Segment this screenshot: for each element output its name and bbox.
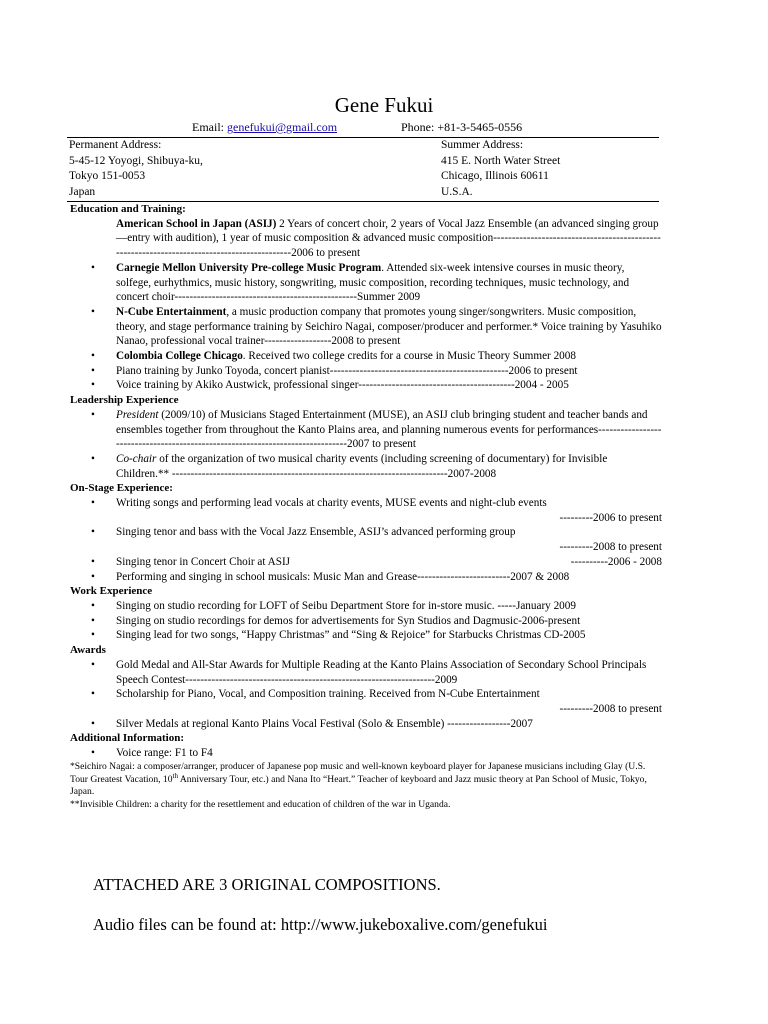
list-item [70, 496, 662, 525]
entry-date: ----------2006 - 2008 [570, 555, 662, 568]
email-label: Email: [192, 120, 224, 134]
footnote-text: Anniversary Tour, etc.) and Nana Ito “Heart.” Teacher of keyboard and Jazz music theory at Pan School of Music, Tokyo, Japan. [70, 773, 647, 798]
list-item [70, 525, 662, 554]
section-heading-onstage: On-Stage Experience: [70, 482, 173, 495]
entry-text: Singing tenor and bass with the Vocal Jazz Ensemble, ASIJ’s advanced performing group [116, 526, 516, 539]
permanent-address-line: 5-45-12 Yoyogi, Shibuya-ku, [69, 154, 203, 167]
email-line [192, 120, 337, 135]
permanent-address [69, 138, 203, 200]
permanent-address-line: Japan [69, 185, 96, 198]
entry-date: ---------2008 to present [559, 702, 662, 715]
entry-title: Colombia College Chicago [116, 350, 243, 363]
list-item: • Singing lead for two songs, “Happy Christmas” and “Sing & Rejoice” for Starbucks Christmas CD-2005 [70, 628, 662, 643]
entry-title: American School in Japan (ASIJ) [116, 217, 277, 230]
permanent-address-label: Permanent Address: [69, 139, 162, 151]
list-item: • Singing on studio recording for LOFT of Seibu Department Store for in-store music. -----January 2009 [70, 599, 662, 614]
list-item: • Performing and singing in school musicals: Music Man and Grease-------------------------2007 & 2008 [70, 570, 662, 585]
entry-date: ---------2008 to present [559, 541, 662, 554]
entry-text: . Received two college credits for a course in Music Theory Summer 2008 [242, 350, 576, 363]
summer-address-line: 415 E. North Water Street [441, 154, 561, 167]
footnote-nagai [70, 761, 662, 799]
list-item [70, 408, 662, 452]
entry-title: N-Cube Entertainment [116, 305, 227, 318]
permanent-address-line: Tokyo 151-0053 [69, 170, 146, 183]
footnote-superscript: th [172, 771, 178, 780]
list-item: • Singing on studio recordings for demos for advertisements for Syn Studios and Dagmusic-2006-present [70, 614, 662, 629]
entry-text: . Attended six-week intensive courses in music theory, solfege, eurhythmics, music history, songwriting, music composition, recording techniques, music technology, and concert choir-------------------------------------------------Summer 2009 [116, 261, 630, 304]
footnote-text: *Seichiro Nagai: a composer/arranger, producer of Japanese pop music and well-known keyboard player for Japanese musicians including Glay (U.S. Tour Greatest Vacation, 10 [70, 760, 646, 785]
section-heading-leadership: Leadership Experience [70, 394, 179, 407]
phone-line: Phone: +81-3-5465-0556 [401, 120, 523, 134]
entry-text: 2 Years of concert choir, 2 years of Vocal Jazz Ensemble (an advanced singing group—entry with audition), 1 year of music composition & advanced music composition--------------------------------------------------------------------------------------------2006 to present [116, 217, 661, 260]
resume-body [70, 202, 662, 812]
entry-date: ---------2006 to present [559, 511, 662, 524]
list-item [70, 305, 662, 349]
entry-text: Singing tenor in Concert Choir at ASIJ [116, 555, 291, 568]
section-heading-awards: Awards [70, 644, 106, 657]
summer-address-label: Summer Address: [441, 139, 524, 151]
section-heading-education: Education and Training: [70, 203, 186, 215]
list-item: • Piano training by Junko Toyoda, concert pianist------------------------------------------------2006 to present [70, 364, 662, 379]
list-item: • Voice range: F1 to F4 [70, 746, 662, 761]
list-item [70, 261, 662, 305]
list-item [70, 349, 662, 364]
entry-text: (2009/10) of Musicians Staged Entertainment (MUSE), an ASIJ club bringing student and teacher bands and ensembles together from throughout the Kanto Plains area, and planning numerous events for performances-------------------------------------------------------------------------------2007 to present [116, 408, 662, 451]
summer-address-line: U.S.A. [441, 185, 473, 198]
footnote-invisible-children: **Invisible Children: a charity for the resettlement and education of children of the war in Uganda. [70, 799, 451, 811]
entry-text: Writing songs and performing lead vocals at charity events, MUSE events and night-club events [116, 497, 547, 510]
summer-address-line: Chicago, Illinois 60611 [441, 170, 549, 183]
list-item [70, 687, 662, 716]
email-link[interactable]: genefukui@gmail.com [227, 120, 338, 134]
list-item: • Gold Medal and All-Star Awards for Multiple Reading at the Kanto Plains Association of Secondary School Principals Speech Contest-------------------------------------------------------------------2009 [70, 658, 662, 687]
entry-text: of the organization of two musical charity events (including screening of documentary) for Invisible Children.** --------------------------------------------------------------------------2007-2008 [116, 452, 608, 480]
list-item [70, 555, 662, 570]
entry-role: Co-chair [116, 452, 157, 465]
section-heading-additional: Additional Information: [70, 732, 184, 745]
list-item [70, 217, 662, 261]
list-item: • Voice training by Akiko Austwick, professional singer------------------------------------------2004 - 2005 [70, 378, 662, 393]
section-heading-work: Work Experience [70, 585, 153, 598]
applicant-name: Gene Fukui [334, 93, 434, 117]
list-item: • Silver Medals at regional Kanto Plains Vocal Festival (Solo & Ensemble) -----------------2007 [70, 717, 662, 732]
entry-title: Carnegie Mellon University Pre-college Music Program [116, 261, 382, 274]
list-item [70, 452, 662, 481]
summer-address [441, 138, 560, 200]
audio-files-note: Audio files can be found at: http://www.jukeboxalive.com/genefukui [93, 915, 548, 934]
entry-text: , a music production company that promotes young singer/songwriters. Music composition, theory, and stage performance training by Seichiro Nagai, composer/producer and performer.* Voice training by Yasuhiko Nanao, professional vocal trainer------------------2008 to present [116, 305, 662, 348]
attached-compositions-note: ATTACHED ARE 3 ORIGINAL COMPOSITIONS. [93, 875, 441, 894]
entry-text: Scholarship for Piano, Vocal, and Composition training. Received from N-Cube Entertainment [116, 688, 540, 701]
entry-role: President [116, 408, 159, 421]
